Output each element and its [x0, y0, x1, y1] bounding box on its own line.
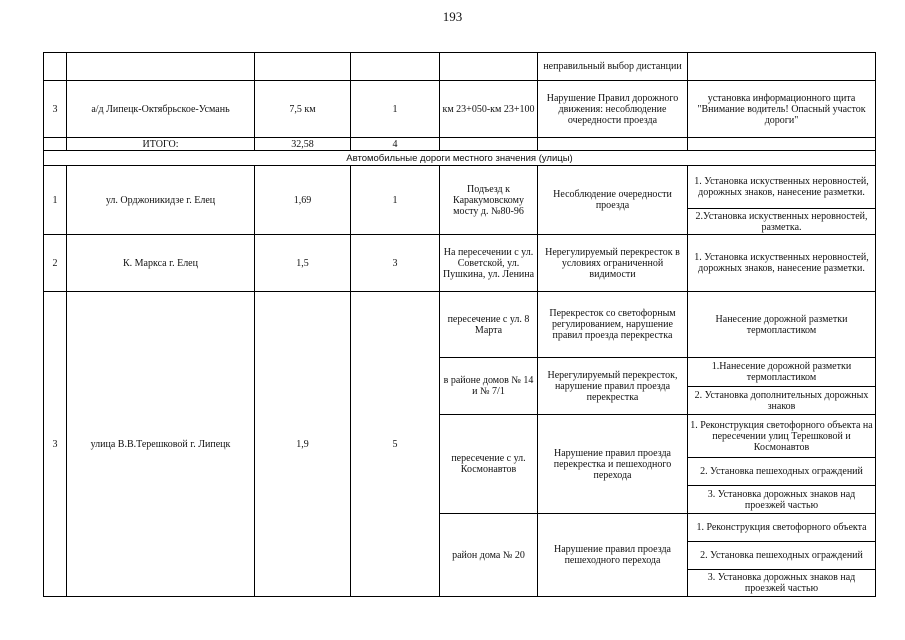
total-length: 32,58: [291, 138, 314, 150]
measure: 2. Установка пешеходных ограждений: [700, 550, 863, 561]
location: пересечение с ул. Космонавтов: [451, 453, 526, 475]
location: На пересечении с ул. Советской, ул. Пушкина, ул. Ленина: [442, 246, 535, 280]
cause: Нерегулируемый перекресток в условиях ограниченной видимости: [545, 246, 680, 280]
location: пересечение с ул. 8 Марта: [447, 313, 530, 336]
measure: 2.Установка искуственных неровностей, разметка.: [695, 210, 868, 233]
measure: Нанесение дорожной разметки термопластиком: [715, 313, 848, 336]
accident-count: 1: [392, 103, 398, 115]
cause: Нарушение правил проезда пешеходного перехода: [554, 544, 671, 566]
measure: 1. Установка искуственных неровностей, дорожных знаков, нанесение разметки.: [694, 252, 869, 274]
total-count: 4: [392, 138, 398, 150]
road-name: К. Маркса г. Елец: [123, 257, 198, 269]
road-length: 7,5 км: [289, 103, 316, 115]
cause: Несоблюдение очередности проезда: [553, 189, 672, 211]
road-name: улица В.В.Терешковой г. Липецк: [90, 438, 231, 450]
cause: Нарушение Правил дорожного движения: несоблюдение очередности проезда: [546, 92, 679, 126]
location: в районе домов № 14 и № 7/1: [443, 375, 534, 397]
road-length: 1,9: [296, 438, 309, 450]
row-number: 3: [52, 103, 58, 115]
road-length: 1,5: [296, 257, 309, 269]
cause: Нарушение правил проезда перекрестка и пешеходного перехода: [553, 447, 672, 481]
road-name: ул. Орджоникидзе г. Елец: [105, 194, 216, 206]
row-number: 3: [52, 438, 58, 450]
accident-count: 3: [392, 257, 398, 269]
measure: 1. Реконструкция светофорного объекта на пересечении улиц Терешковой и Космонавтов: [690, 419, 873, 453]
total-label: ИТОГО:: [142, 138, 179, 150]
row-number: 2: [52, 257, 58, 269]
measure: 3. Установка дорожных знаков над проезжей частью: [707, 572, 856, 594]
location: район дома № 20: [452, 549, 525, 561]
measure: 3. Установка дорожных знаков над проезжей частью: [707, 488, 856, 511]
page-number: 193: [442, 9, 463, 24]
measure: 2. Установка дополнительных дорожных знаков: [694, 389, 869, 412]
cause-continuation: неправильный выбор дистанции: [543, 61, 682, 72]
accident-count: 5: [392, 438, 398, 450]
cause: Нерегулируемый перекресток, нарушение правил проезда перекрестка: [547, 369, 678, 403]
measure: установка информационного щита "Внимание водитель! Опасный участок дороги": [697, 92, 866, 126]
measure: 2. Установка пешеходных ограждений: [700, 466, 863, 477]
road-name: а/д Липецк-Октябрьское-Усмань: [91, 103, 230, 115]
measure: 1. Установка искуственных неровностей, дорожных знаков, нанесение разметки.: [694, 176, 869, 198]
measure: 1.Нанесение дорожной разметки термопластиком: [711, 361, 852, 383]
location: Подъезд к Каракумовскому мосту д. №80-96: [453, 183, 524, 217]
row-number: 1: [52, 194, 58, 206]
section-header: Автомобильные дороги местного значения (улицы): [346, 152, 573, 164]
road-length: 1,69: [293, 194, 312, 206]
measure: 1. Реконструкция светофорного объекта: [696, 522, 867, 533]
cause: Перекресток со светофорным регулированием, нарушение правил проезда перекрестка: [549, 308, 676, 341]
location: км 23+050-км 23+100: [442, 103, 535, 115]
accident-count: 1: [392, 194, 398, 206]
